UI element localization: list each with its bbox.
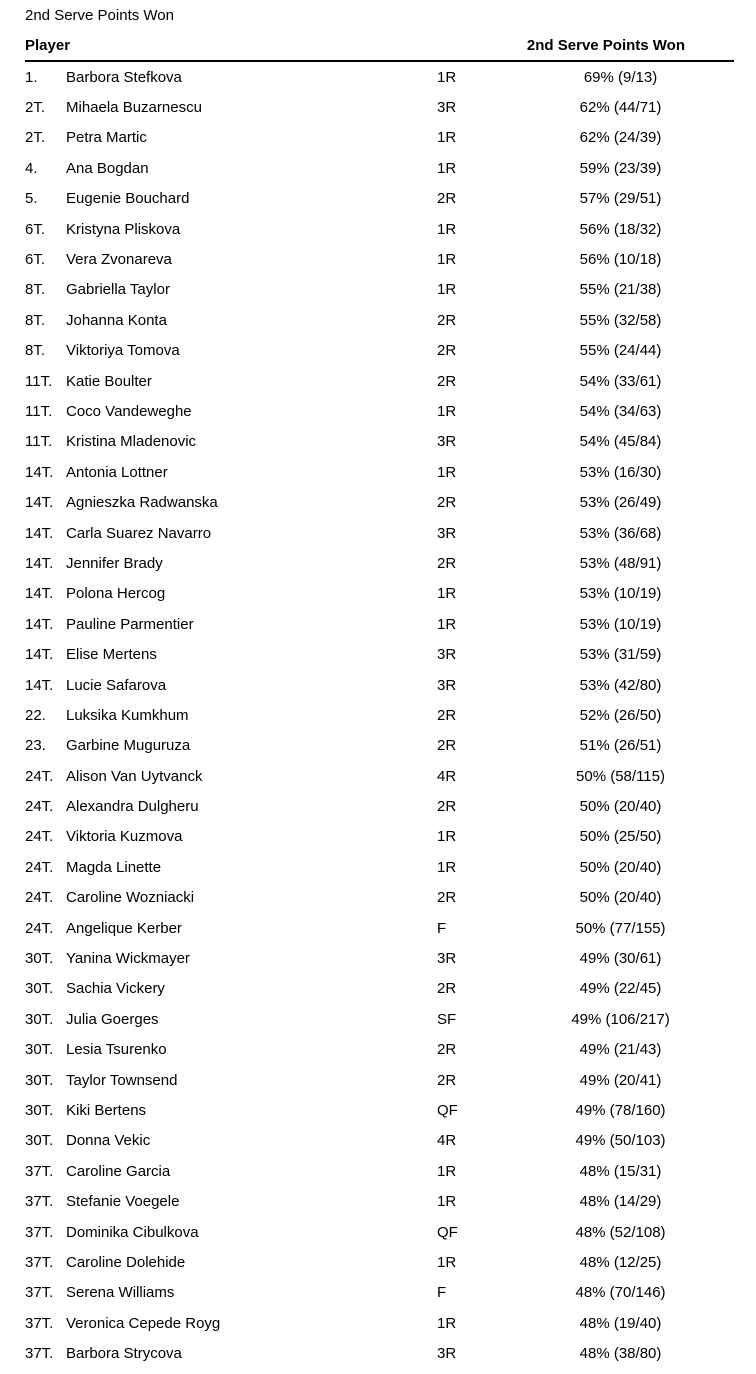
player-name: Polona Hercog (66, 585, 166, 603)
table-row (25, 639, 734, 669)
table-row (25, 548, 734, 578)
player-rank: 2T. (25, 99, 46, 117)
player-rank: 24T. (25, 828, 54, 846)
player-rank: 8T. (25, 342, 46, 360)
player-rank: 24T. (25, 767, 54, 785)
table-row (25, 943, 734, 973)
table-row (25, 761, 734, 791)
stat-value: 49% (50/103) (575, 1132, 666, 1150)
player-rank: 2T. (25, 129, 46, 147)
player-name: Katie Boulter (66, 372, 152, 390)
round-reached: 3R (437, 99, 457, 117)
player-name: Carla Suarez Navarro (66, 524, 212, 542)
table-row (25, 1278, 734, 1308)
stat-value: 53% (31/59) (579, 646, 662, 664)
round-reached: 2R (437, 1071, 457, 1089)
table-header (25, 25, 734, 61)
player-rank: 24T. (25, 858, 54, 876)
player-rank: 14T. (25, 615, 54, 633)
stat-value: 56% (10/18) (579, 251, 662, 269)
stat-value: 53% (10/19) (579, 585, 662, 603)
player-rank: 11T. (25, 402, 53, 420)
player-name: Gabriella Taylor (66, 281, 170, 299)
player-rank: 6T. (25, 220, 46, 238)
stat-value: 54% (33/61) (579, 372, 662, 390)
stat-value: 69% (9/13) (583, 68, 658, 86)
table-row (25, 1126, 734, 1156)
round-reached: 2R (437, 372, 457, 390)
player-rank: 14T. (25, 494, 54, 512)
player-rank: 24T. (25, 889, 54, 907)
stat-value: 48% (19/40) (579, 1314, 662, 1332)
stat-value: 50% (25/50) (579, 828, 662, 846)
stat-value: 48% (14/29) (579, 1193, 662, 1211)
player-rank: 37T. (25, 1314, 54, 1332)
stat-value: 53% (10/19) (579, 615, 662, 633)
stat-value: 50% (20/40) (579, 798, 662, 816)
stat-value: 48% (38/80) (579, 1345, 662, 1363)
table-row (25, 609, 734, 639)
player-name: Antonia Lottner (66, 463, 168, 481)
player-rank: 14T. (25, 554, 54, 572)
stat-value: 62% (24/39) (579, 129, 662, 147)
table-row (25, 791, 734, 821)
stat-value: 49% (20/41) (579, 1071, 662, 1089)
table-row (25, 518, 734, 548)
round-reached: 2R (437, 798, 457, 816)
player-name: Lucie Safarova (66, 676, 167, 694)
player-name: Taylor Townsend (66, 1071, 178, 1089)
player-rank: 24T. (25, 798, 54, 816)
player-name: Viktoria Kuzmova (66, 828, 183, 846)
round-reached: 2R (437, 1041, 457, 1059)
player-name: Kiki Bertens (66, 1101, 147, 1119)
player-name: Caroline Wozniacki (66, 889, 195, 907)
player-rank: 5. (25, 190, 38, 208)
player-name: Veronica Cepede Royg (66, 1314, 221, 1332)
player-name: Barbora Strycova (66, 1345, 182, 1363)
round-reached: 1R (437, 1314, 457, 1332)
player-rank: 4. (25, 159, 38, 177)
stat-value: 49% (22/45) (579, 980, 662, 998)
table-row (25, 427, 734, 457)
table-row (25, 396, 734, 426)
stat-value: 53% (26/49) (579, 494, 662, 512)
round-reached: 2R (437, 706, 457, 724)
table-row (25, 184, 734, 214)
player-name: Barbora Stefkova (66, 68, 182, 86)
round-reached: 1R (437, 828, 457, 846)
round-reached: 1R (437, 1253, 457, 1271)
table-row (25, 1217, 734, 1247)
stat-value: 48% (52/108) (575, 1223, 666, 1241)
round-reached: 2R (437, 737, 457, 755)
round-reached: 2R (437, 190, 457, 208)
round-reached: QF (437, 1101, 458, 1119)
player-rank: 30T. (25, 1041, 54, 1059)
table-row (25, 731, 734, 761)
stat-value: 48% (12/25) (579, 1253, 662, 1271)
player-name: Angelique Kerber (66, 919, 182, 937)
round-reached: SF (437, 1010, 457, 1028)
table-row (25, 305, 734, 335)
stat-value: 59% (23/39) (579, 159, 662, 177)
stat-value: 54% (45/84) (579, 433, 662, 451)
round-reached: 1R (437, 1162, 457, 1180)
player-rank: 23. (25, 737, 46, 755)
player-rank: 37T. (25, 1223, 54, 1241)
player-rank: 14T. (25, 676, 54, 694)
stat-value: 51% (26/51) (579, 737, 662, 755)
table-row (25, 457, 734, 487)
stat-value: 52% (26/50) (579, 706, 662, 724)
table-row (25, 883, 734, 913)
table-row (25, 92, 734, 122)
player-rank: 14T. (25, 646, 54, 664)
table-row (25, 1247, 734, 1277)
player-name: Viktoriya Tomova (66, 342, 180, 360)
round-reached: 3R (437, 1345, 457, 1363)
player-rank: 30T. (25, 1010, 54, 1028)
table-row (25, 275, 734, 305)
player-rank: 30T. (25, 1071, 54, 1089)
round-reached: 1R (437, 68, 457, 86)
round-reached: 3R (437, 524, 457, 542)
player-name: Jennifer Brady (66, 554, 163, 572)
table-row (25, 1338, 734, 1368)
player-name: Elise Mertens (66, 646, 157, 664)
stat-value: 50% (58/115) (576, 767, 665, 785)
table-row (25, 700, 734, 730)
round-reached: 1R (437, 463, 457, 481)
round-reached: 3R (437, 433, 457, 451)
table-row (25, 336, 734, 366)
player-name: Serena Williams (66, 1284, 175, 1302)
table-row (25, 1035, 734, 1065)
player-rank: 11T. (25, 433, 53, 451)
stat-value: 53% (36/68) (579, 524, 662, 542)
round-reached: 3R (437, 950, 457, 968)
table-row (25, 123, 734, 153)
round-reached: 4R (437, 1132, 457, 1150)
player-name: Kristina Mladenovic (66, 433, 197, 451)
player-rank: 14T. (25, 463, 54, 481)
player-name: Pauline Parmentier (66, 615, 194, 633)
player-rank: 30T. (25, 980, 54, 998)
player-name: Julia Goerges (66, 1010, 159, 1028)
player-name: Alexandra Dulgheru (66, 798, 199, 816)
player-name: Johanna Konta (66, 311, 167, 329)
table-row (25, 366, 734, 396)
column-header-stat: 2nd Serve Points Won (526, 37, 686, 54)
stat-value: 48% (15/31) (579, 1162, 662, 1180)
stats-table (25, 25, 734, 1369)
round-reached: 2R (437, 342, 457, 360)
player-name: Caroline Dolehide (66, 1253, 186, 1271)
player-name: Dominika Cibulkova (66, 1223, 199, 1241)
stats-page (25, 0, 734, 1369)
stat-value: 50% (20/40) (579, 889, 662, 907)
table-row (25, 852, 734, 882)
round-reached: F (437, 1284, 447, 1302)
stat-value: 55% (24/44) (579, 342, 662, 360)
table-row (25, 579, 734, 609)
player-rank: 1. (25, 68, 38, 86)
player-name: Kristyna Pliskova (66, 220, 181, 238)
round-reached: 1R (437, 220, 457, 238)
stat-value: 49% (30/61) (579, 950, 662, 968)
player-name: Ana Bogdan (66, 159, 149, 177)
player-rank: 14T. (25, 585, 54, 603)
table-row (25, 244, 734, 274)
round-reached: 1R (437, 858, 457, 876)
round-reached: 1R (437, 585, 457, 603)
stat-value: 57% (29/51) (579, 190, 662, 208)
table-row (25, 974, 734, 1004)
table-body (25, 61, 734, 1369)
stat-value: 53% (48/91) (579, 554, 662, 572)
round-reached: 1R (437, 402, 457, 420)
player-name: Agnieszka Radwanska (66, 494, 218, 512)
player-rank: 11T. (25, 372, 53, 390)
round-reached: 2R (437, 889, 457, 907)
table-row (25, 1065, 734, 1095)
table-row (25, 61, 734, 92)
stat-value: 49% (106/217) (571, 1010, 670, 1028)
player-rank: 37T. (25, 1345, 54, 1363)
player-name: Magda Linette (66, 858, 162, 876)
player-name: Yanina Wickmayer (66, 950, 190, 968)
round-reached: 3R (437, 646, 457, 664)
player-rank: 8T. (25, 311, 46, 329)
stat-value: 48% (70/146) (575, 1284, 666, 1302)
round-reached: 1R (437, 251, 457, 269)
stat-value: 49% (78/160) (575, 1101, 666, 1119)
stat-value: 49% (21/43) (579, 1041, 662, 1059)
table-row (25, 1186, 734, 1216)
player-rank: 6T. (25, 251, 46, 269)
table-row (25, 214, 734, 244)
round-reached: 3R (437, 676, 457, 694)
round-reached: 2R (437, 980, 457, 998)
player-name: Luksika Kumkhum (66, 706, 189, 724)
player-name: Alison Van Uytvanck (66, 767, 203, 785)
table-row (25, 1004, 734, 1034)
round-reached: 1R (437, 129, 457, 147)
stat-value: 62% (44/71) (579, 99, 662, 117)
player-name: Garbine Muguruza (66, 737, 191, 755)
player-name: Donna Vekic (66, 1132, 151, 1150)
player-name: Stefanie Voegele (66, 1193, 180, 1211)
player-rank: 30T. (25, 1132, 54, 1150)
player-name: Eugenie Bouchard (66, 190, 190, 208)
stat-value: 55% (21/38) (579, 281, 662, 299)
stat-value: 55% (32/58) (579, 311, 662, 329)
table-row (25, 487, 734, 517)
stat-value: 53% (42/80) (579, 676, 662, 694)
player-name: Petra Martic (66, 129, 147, 147)
player-rank: 37T. (25, 1253, 54, 1271)
round-reached: 1R (437, 1193, 457, 1211)
table-row (25, 670, 734, 700)
player-rank: 24T. (25, 919, 54, 937)
player-name: Lesia Tsurenko (66, 1041, 167, 1059)
player-name: Coco Vandeweghe (66, 402, 192, 420)
player-rank: 37T. (25, 1284, 54, 1302)
table-row (25, 822, 734, 852)
round-reached: F (437, 919, 447, 937)
player-rank: 14T. (25, 524, 54, 542)
player-rank: 30T. (25, 1101, 54, 1119)
round-reached: 4R (437, 767, 457, 785)
round-reached: 1R (437, 159, 457, 177)
round-reached: 1R (437, 615, 457, 633)
header-row (25, 25, 734, 61)
table-row (25, 1095, 734, 1125)
player-rank: 22. (25, 706, 46, 724)
table-row (25, 1156, 734, 1186)
table-row (25, 153, 734, 183)
round-reached: 1R (437, 281, 457, 299)
table-row (25, 913, 734, 943)
round-reached: 2R (437, 311, 457, 329)
round-reached: 2R (437, 554, 457, 572)
player-name: Caroline Garcia (66, 1162, 171, 1180)
round-reached: 2R (437, 494, 457, 512)
player-name: Mihaela Buzarnescu (66, 99, 202, 117)
player-name: Sachia Vickery (66, 980, 165, 998)
stat-value: 50% (20/40) (579, 858, 662, 876)
player-rank: 8T. (25, 281, 46, 299)
stat-value: 50% (77/155) (575, 919, 666, 937)
player-name: Vera Zvonareva (66, 251, 172, 269)
stat-value: 56% (18/32) (579, 220, 662, 238)
player-rank: 30T. (25, 950, 54, 968)
stat-value: 54% (34/63) (579, 402, 662, 420)
player-rank: 37T. (25, 1162, 54, 1180)
table-row (25, 1308, 734, 1338)
page-title: 2nd Serve Points Won (25, 7, 174, 24)
player-rank: 37T. (25, 1193, 54, 1211)
stat-value: 53% (16/30) (579, 463, 662, 481)
round-reached: QF (437, 1223, 458, 1241)
column-header-player: Player (25, 37, 71, 54)
